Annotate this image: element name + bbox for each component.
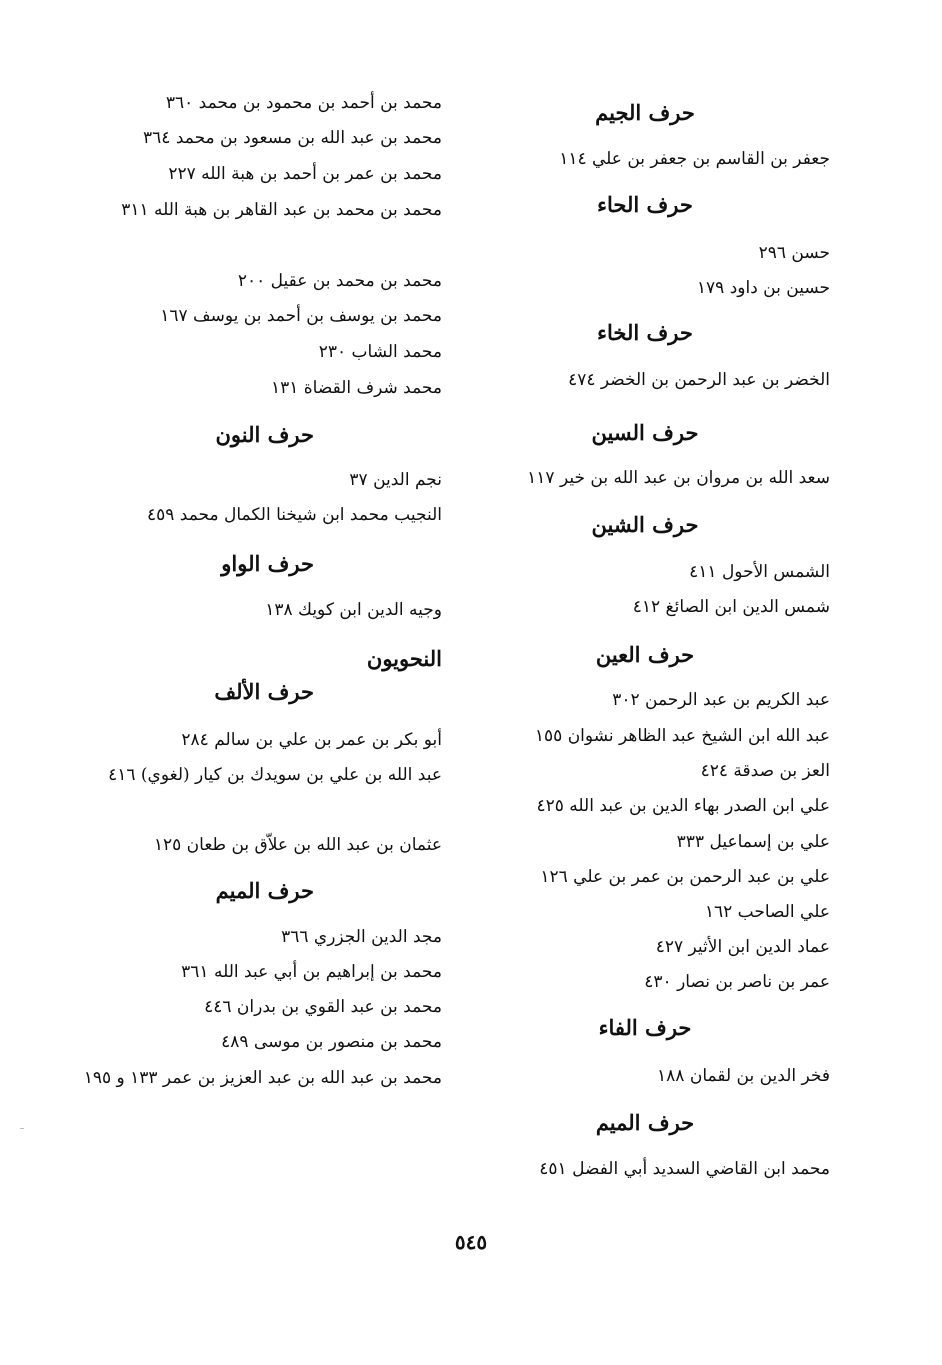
index-entry: سعد الله بن مروان بن عبد الله بن خير ١١٧ (527, 468, 830, 488)
index-entry: عثمان بن عبد الله بن علاّق بن طعان ١٢٥ (153, 835, 442, 855)
index-entry: نجم الدين ٣٧ (349, 470, 442, 490)
index-entry: حسين بن داود ١٧٩ (696, 278, 830, 298)
index-entry: عمر بن ناصر بن نصار ٤٣٠ (644, 972, 830, 992)
index-entry: محمد بن أحمد بن محمود بن محمد ٣٦٠ (165, 93, 442, 113)
index-entry: وجيه الدين ابن كويك ١٣٨ (265, 600, 442, 620)
index-entry: محمد بن عبد القوي بن بدران ٤٤٦ (204, 997, 442, 1017)
section-heading-mim-grammarians: حرف الميم (215, 878, 314, 903)
index-entry: محمد بن يوسف بن أحمد بن يوسف ١٦٧ (160, 306, 442, 326)
section-heading-ha: حرف الحاء (597, 192, 693, 217)
scan-speck (20, 1128, 24, 1129)
section-heading-ain: حرف العين (595, 642, 695, 667)
index-entry: علي ابن الصدر بهاء الدين بن عبد الله ٤٢٥ (536, 796, 830, 816)
index-entry: علي بن إسماعيل ٣٣٣ (676, 832, 830, 852)
section-heading-mim: حرف الميم (595, 1110, 695, 1135)
index-entry: جعفر بن القاسم بن جعفر بن علي ١١٤ (559, 149, 830, 169)
index-entry: محمد شرف القضاة ١٣١ (270, 378, 442, 398)
index-entry: محمد بن محمد بن عبد القاهر بن هبة الله ٣١١ (121, 200, 442, 220)
section-heading-alif: حرف الألف (214, 679, 314, 704)
index-entry: محمد بن منصور بن موسى ٤٨٩ (221, 1032, 442, 1052)
grammarians-title: النحويون (366, 646, 442, 671)
index-entry: محمد بن عبد الله بن عبد العزيز بن عمر ١٣٣ و ١٩٥ (83, 1068, 442, 1088)
index-entry: عبد الله بن علي بن سويدك بن كيار (لغوي) ٤١٦ (108, 765, 442, 785)
index-entry: مجد الدين الجزري ٣٦٦ (281, 927, 442, 947)
page-number: ٥٤٥ (454, 1230, 488, 1254)
index-entry: عبد الكريم بن عبد الرحمن ٣٠٢ (612, 690, 830, 710)
index-entry: علي الصاحب ١٦٢ (704, 902, 830, 922)
index-entry: عبد الله ابن الشيخ عبد الظاهر نشوان ١٥٥ (534, 726, 830, 746)
index-entry: أبو بكر بن عمر بن علي بن سالم ٢٨٤ (181, 730, 442, 750)
index-entry: محمد بن عبد الله بن مسعود بن محمد ٣٦٤ (143, 128, 442, 148)
index-entry: عماد الدين ابن الأثير ٤٢٧ (655, 937, 830, 957)
index-entry: فخر الدين بن لقمان ١٨٨ (657, 1066, 830, 1086)
index-entry: العز بن صدقة ٤٢٤ (700, 761, 830, 781)
index-entry: علي بن عبد الرحمن بن عمر بن علي ١٢٦ (540, 867, 830, 887)
index-entry: الخضر بن عبد الرحمن بن الخضر ٤٧٤ (568, 370, 830, 390)
index-entry: محمد ابن القاضي السديد أبي الفضل ٤٥١ (539, 1159, 830, 1179)
index-entry: محمد بن إبراهيم بن أبي عبد الله ٣٦١ (181, 962, 442, 982)
section-heading-kha: حرف الخاء (597, 320, 693, 345)
index-entry: محمد الشاب ٢٣٠ (318, 342, 442, 362)
index-entry: محمد بن عمر بن أحمد بن هبة الله ٢٢٧ (168, 164, 442, 184)
section-heading-nun: حرف النون (215, 422, 314, 447)
section-heading-sin: حرف السين (591, 420, 699, 445)
section-heading-fa: حرف الفاء (598, 1015, 692, 1040)
index-entry: حسن ٢٩٦ (758, 243, 830, 263)
section-heading-waw: حرف الواو (221, 551, 314, 576)
section-heading-shin: حرف الشين (591, 512, 699, 537)
index-entry: النجيب محمد ابن شيخنا الكمال محمد ٤٥٩ (146, 505, 442, 525)
index-entry: محمد بن محمد بن عقيل ٢٠٠ (237, 271, 442, 291)
section-heading-jim: حرف الجيم (595, 100, 695, 125)
index-entry: شمس الدين ابن الصائغ ٤١٢ (632, 597, 830, 617)
index-entry: الشمس الأحول ٤١١ (689, 562, 830, 582)
